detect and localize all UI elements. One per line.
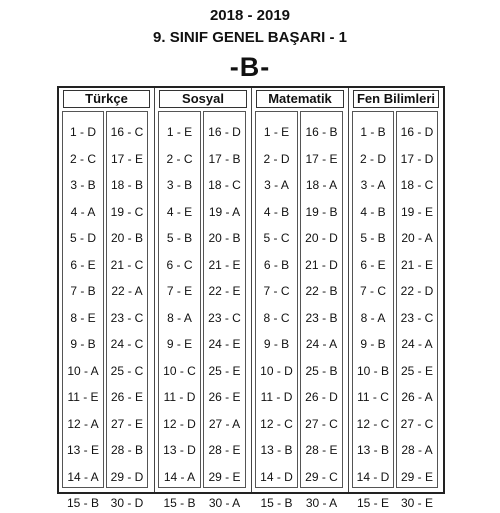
answer-cell: 7 - C <box>263 284 290 298</box>
answer-key-table <box>57 86 445 510</box>
answer-cell: 19 - B <box>305 204 338 219</box>
answer-column <box>255 111 298 510</box>
answer-cell: 25 - E <box>208 363 241 378</box>
answer-cell: 6 - C <box>166 257 193 272</box>
answer-cell: 20 - B <box>110 231 143 245</box>
answer-cell: 15 - B <box>163 496 196 510</box>
answer-cell: 17 - B <box>208 151 241 166</box>
answer-cell: 30 - A <box>208 496 241 510</box>
answer-cell: 18 - B <box>110 178 143 192</box>
answer-cell: 16 - D <box>208 125 241 139</box>
answer-cell: 24 - A <box>305 337 338 351</box>
answer-cell: 10 - C <box>163 363 196 378</box>
booklet-type: -B- <box>229 52 271 82</box>
answer-cell: 4 - A <box>70 204 96 219</box>
answer-column <box>158 111 201 510</box>
answer-cell: 8 - E <box>70 310 96 325</box>
answer-cell: 21 - D <box>305 257 338 272</box>
answer-cell: 14 - D <box>260 469 293 484</box>
answer-cell: 11 - C <box>357 390 389 404</box>
answer-cell: 22 - D <box>400 284 434 298</box>
answer-cell: 22 - A <box>111 284 143 298</box>
answer-cell: 29 - C <box>305 469 338 484</box>
answer-cell: 22 - B <box>305 284 338 298</box>
answer-cell: 30 - D <box>110 496 144 510</box>
answer-cell: 23 - B <box>305 310 338 325</box>
answer-cell: 2 - D <box>263 151 290 166</box>
answer-cell: 18 - C <box>400 178 434 192</box>
answer-cell: 4 - B <box>360 204 386 219</box>
answer-cell: 26 - D <box>305 390 338 404</box>
section-heading: Sosyal <box>159 90 247 108</box>
answer-cell: 7 - C <box>359 284 386 298</box>
section-heading: Fen Bilimleri <box>353 90 439 108</box>
answer-cell: 21 - E <box>208 257 241 272</box>
answer-column <box>396 111 438 510</box>
section-matematik <box>251 88 348 510</box>
answer-cell: 2 - D <box>359 151 386 166</box>
answer-cell: 4 - E <box>166 204 193 219</box>
answer-cell: 30 - A <box>305 496 338 510</box>
answer-cell: 2 - C <box>69 151 96 166</box>
answer-cell: 8 - A <box>360 310 386 325</box>
answer-cell: 8 - A <box>167 310 192 325</box>
answer-cell: 21 - C <box>110 257 144 272</box>
answer-cell: 19 - A <box>208 204 241 219</box>
answer-cell: 20 - B <box>208 231 241 245</box>
answer-cell: 17 - E <box>110 151 143 166</box>
answer-cell: 6 - E <box>70 257 96 272</box>
answer-cell: 5 - B <box>166 231 193 245</box>
answer-cell: 1 - E <box>166 125 193 139</box>
answer-cell: 17 - E <box>305 151 338 166</box>
answer-cell: 5 - D <box>69 231 96 245</box>
answer-cell: 1 - D <box>69 125 96 139</box>
answer-cell: 16 - D <box>400 125 434 139</box>
answer-cell: 14 - A <box>163 469 196 484</box>
answer-column <box>106 111 148 510</box>
answer-cell: 4 - B <box>263 204 290 219</box>
answer-cell: 26 - A <box>401 390 433 404</box>
section-sosyal <box>154 88 251 510</box>
answer-cell: 19 - C <box>110 204 144 219</box>
answer-cell: 27 - C <box>400 416 434 431</box>
answer-cell: 26 - E <box>110 390 143 404</box>
answer-cell: 15 - B <box>66 496 99 510</box>
answer-cell: 16 - C <box>110 125 144 139</box>
answer-cell: 20 - D <box>305 231 338 245</box>
answer-cell: 25 - E <box>400 363 433 378</box>
answer-cell: 17 - D <box>400 151 434 166</box>
answer-cell: 6 - E <box>360 257 386 272</box>
answer-cell: 23 - C <box>400 310 434 325</box>
answer-cell: 18 - C <box>208 178 241 192</box>
answer-cell: 12 - C <box>260 416 293 431</box>
answer-cell: 8 - C <box>263 310 290 325</box>
answer-cell: 11 - D <box>163 390 196 404</box>
answer-cell: 24 - A <box>401 337 433 351</box>
answer-cell: 25 - C <box>110 363 144 378</box>
section-fen-bilimleri <box>348 88 443 510</box>
answer-cell: 1 - B <box>360 125 386 139</box>
answer-cell: 10 - A <box>67 363 99 378</box>
answer-cell: 27 - E <box>110 416 143 431</box>
section-heading: Matematik <box>256 90 344 108</box>
answer-cell: 5 - C <box>263 231 290 245</box>
answer-cell: 11 - D <box>260 390 293 404</box>
answer-cell: 7 - E <box>166 284 193 298</box>
answer-cell: 24 - C <box>110 337 144 351</box>
exam-title: 9. SINIF GENEL BAŞARI - 1 <box>153 29 347 46</box>
answer-cell: 3 - A <box>264 178 289 192</box>
answer-cell: 14 - D <box>356 469 390 484</box>
answer-cell: 30 - E <box>400 496 433 510</box>
answer-cell: 3 - B <box>166 178 193 192</box>
section-türkçe <box>59 88 154 510</box>
answer-column <box>352 111 394 510</box>
answer-column <box>203 111 246 510</box>
answer-cell: 9 - E <box>166 337 193 351</box>
answer-cell: 13 - D <box>163 443 196 457</box>
answer-cell: 10 - B <box>356 363 389 378</box>
answer-cell: 12 - A <box>67 416 99 431</box>
answer-cell: 29 - E <box>208 469 241 484</box>
answer-cell: 27 - A <box>208 416 241 431</box>
answer-cell: 28 - A <box>401 443 433 457</box>
answer-cell: 10 - D <box>260 363 293 378</box>
answer-cell: 5 - B <box>360 231 386 245</box>
answer-column <box>62 111 104 510</box>
answer-cell: 21 - E <box>400 257 433 272</box>
answer-cell: 25 - B <box>305 363 338 378</box>
school-year: 2018 - 2019 <box>209 7 291 24</box>
answer-cell: 18 - A <box>305 178 338 192</box>
answer-cell: 23 - C <box>208 310 241 325</box>
answer-cell: 20 - A <box>401 231 433 245</box>
answer-cell: 26 - E <box>208 390 241 404</box>
answer-cell: 15 - B <box>260 496 293 510</box>
answer-cell: 13 - E <box>66 443 99 457</box>
answer-cell: 28 - B <box>110 443 143 457</box>
answer-cell: 9 - B <box>70 337 96 351</box>
answer-cell: 13 - B <box>260 443 293 457</box>
answer-cell: 24 - E <box>208 337 241 351</box>
answer-column <box>300 111 343 510</box>
answer-cell: 12 - D <box>163 416 196 431</box>
answer-cell: 28 - E <box>305 443 338 457</box>
section-heading: Türkçe <box>63 90 150 108</box>
answer-cell: 1 - E <box>263 125 290 139</box>
answer-cell: 9 - B <box>263 337 290 351</box>
answer-cell: 12 - C <box>356 416 390 431</box>
answer-cell: 22 - E <box>208 284 241 298</box>
answer-cell: 3 - A <box>360 178 386 192</box>
answer-cell: 27 - C <box>305 416 338 431</box>
answer-cell: 15 - E <box>356 496 389 510</box>
answer-cell: 6 - B <box>263 257 290 272</box>
answer-cell: 14 - A <box>67 469 99 484</box>
answer-cell: 2 - C <box>166 151 193 166</box>
answer-cell: 13 - B <box>356 443 389 457</box>
answer-cell: 11 - E <box>67 390 99 404</box>
answer-cell: 7 - B <box>70 284 96 298</box>
answer-cell: 19 - E <box>400 204 433 219</box>
answer-cell: 28 - E <box>208 443 241 457</box>
answer-cell: 16 - B <box>305 125 338 139</box>
answer-cell: 9 - B <box>360 337 386 351</box>
answer-cell: 3 - B <box>70 178 96 192</box>
answer-cell: 29 - D <box>110 469 144 484</box>
answer-cell: 23 - C <box>110 310 144 325</box>
answer-cell: 29 - E <box>400 469 433 484</box>
